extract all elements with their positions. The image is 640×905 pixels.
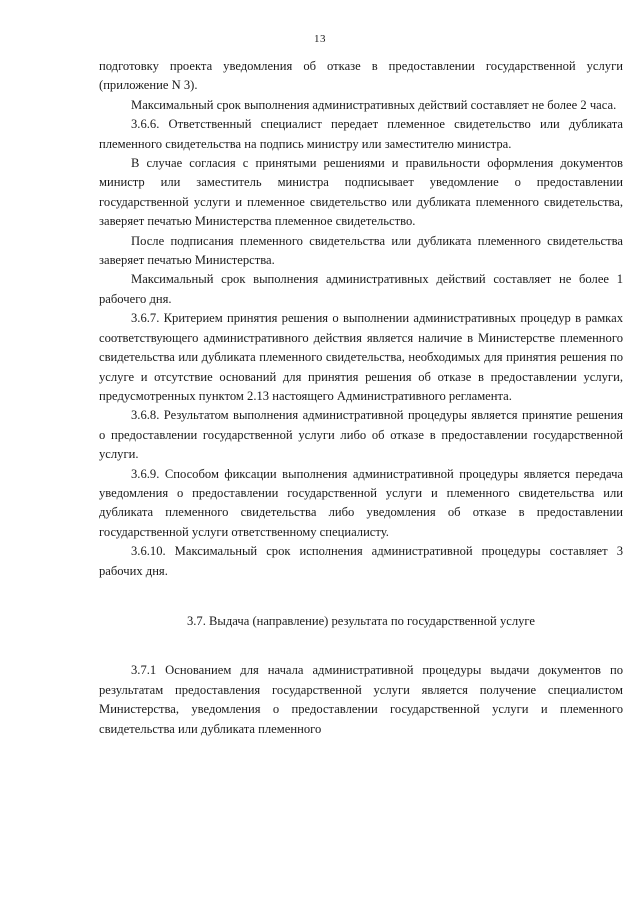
- paragraph: После подписания племенного свидетельства или дубликата племенного свидетельства заверяет печатью Министерства.: [99, 233, 623, 268]
- paragraph: Максимальный срок выполнения административных действий составляет не более 2 часа.: [131, 97, 617, 112]
- page-number: 13: [314, 33, 326, 45]
- paragraph: 3.6.7. Критерием принятия решения о выполнении административных процедур в рамках соответствующего административного действия является наличие в Министерстве племенного свидетельства или дубликата племенного свидетельства, необходимых для принятия решения по услуге и отсутствие оснований для принятия решения об отказе в предоставлении услуги, предусмотренных пунктом 2.13 настоящего Административного регламента.: [99, 311, 623, 403]
- paragraph: В случае согласия с принятыми решениями и правильности оформления документов министр или заместитель министра подписывает уведомление о предоставлении государственной услуги и племенное свидетельство или дубликата племенного свидетельства, заверяет печатью Министерства племенное свидетельство.: [99, 156, 623, 229]
- document-body: [99, 57, 623, 739]
- paragraph: 3.6.10. Максимальный срок исполнения административной процедуры составляет 3 рабочих дня.: [99, 544, 623, 578]
- section-heading: 3.7. Выдача (направление) результата по государственной услуге: [186, 613, 536, 628]
- paragraph: 3.6.9. Способом фиксации выполнения административной процедуры является передача уведомления о предоставлении государственной услуги и племенного свидетельства или дубликата племенного свидетельства либо уведомления об отказе в предоставлении государственной услуги ответственному специалисту.: [99, 466, 623, 539]
- paragraph: 3.7.1 Основанием для начала административной процедуры выдачи документов по результатам предоставления государственной услуги является получение специалистом Министерства, уведомления о предоставлении государственной услуги и племенного свидетельства или дубликата племенного: [99, 663, 623, 736]
- paragraph: 3.6.8. Результатом выполнения административной процедуры является принятие решения о предоставлении государственной услуги либо об отказе в предоставлении государственной услуги.: [99, 408, 623, 462]
- paragraph: 3.6.6. Ответственный специалист передает племенное свидетельство или дубликата племенного свидетельства на подпись министру или заместителю министра.: [99, 117, 623, 151]
- paragraph: подготовку проекта уведомления об отказе в предоставлении государственной услуги (приложение N 3).: [99, 59, 623, 93]
- paragraph: Максимальный срок выполнения административных действий составляет не более 1 рабочего дня.: [99, 272, 623, 306]
